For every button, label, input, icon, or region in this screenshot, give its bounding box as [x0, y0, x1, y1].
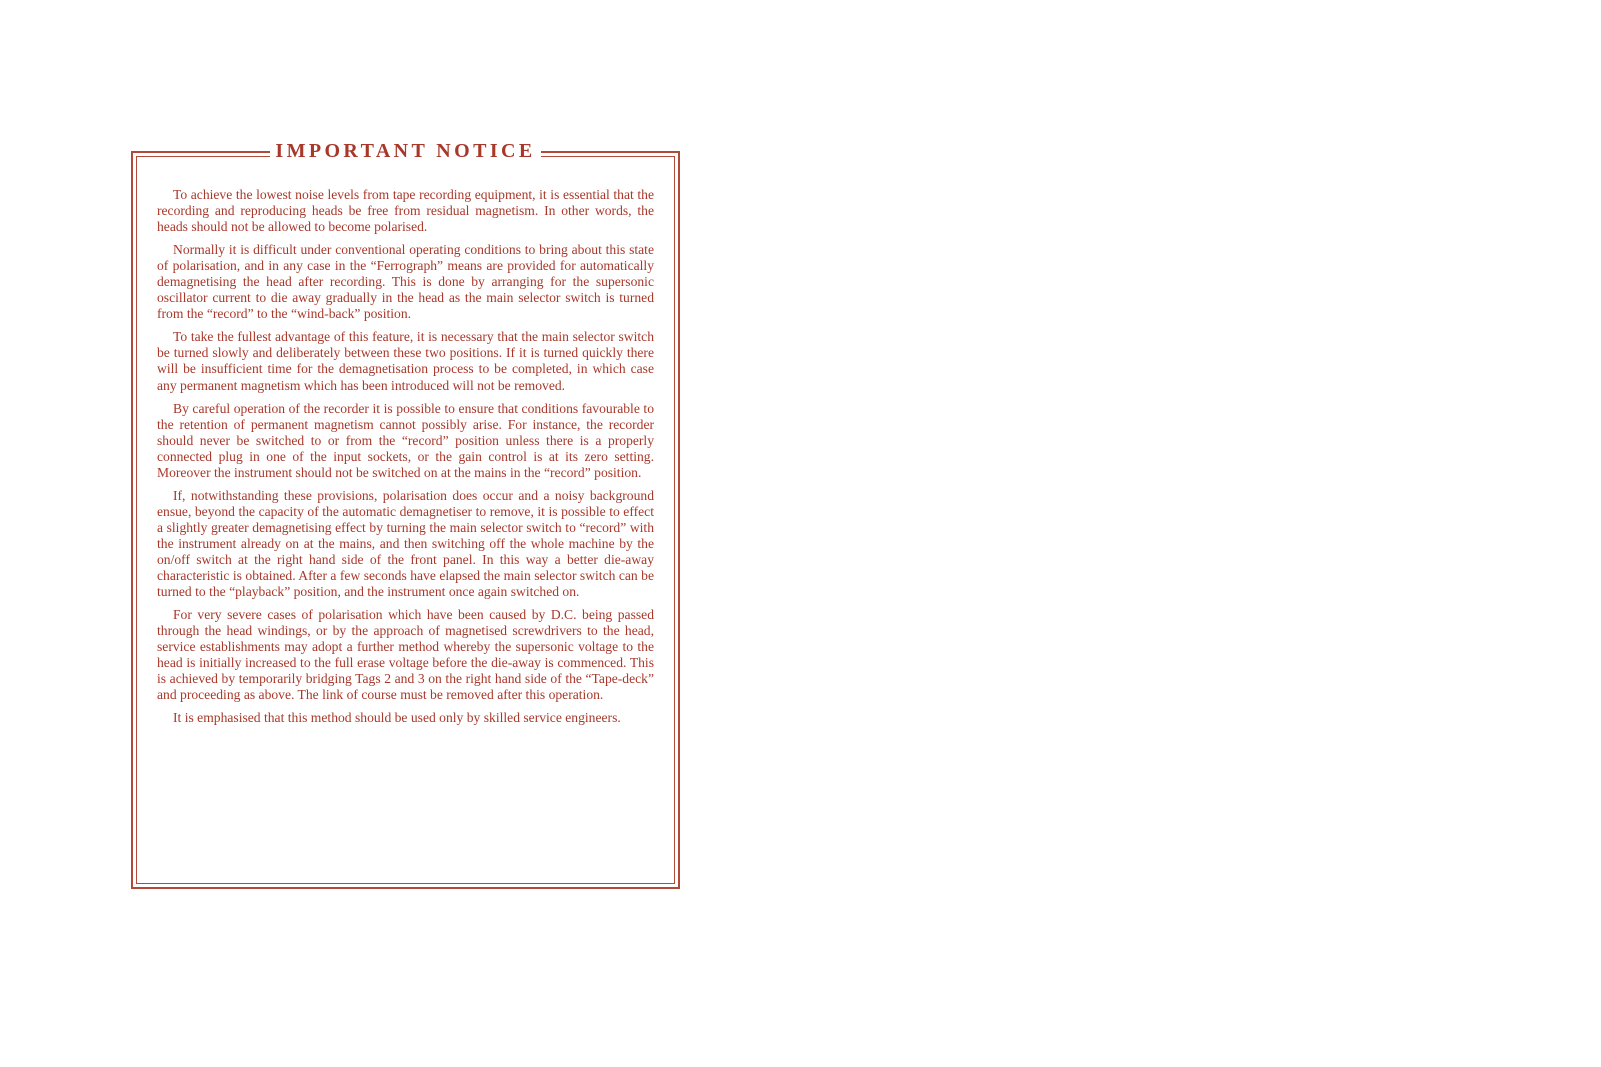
heading-wrap [133, 139, 678, 163]
paragraph-7: It is emphasised that this method should be used only by skilled service engineers. [173, 710, 621, 726]
notice-frame [131, 140, 680, 889]
paragraph-4: By careful operation of the recorder it is possible to ensure that conditions favourable to the retention of permanent magnetism cannot possibly arise. For instance, the recorder should never be switched to or from the “record” position unless there is a properly connected plug in one of the input sockets, or the gain control is at its zero setting. Moreover the instrument should not be switched on at the mains in the “record” position. [157, 400, 654, 480]
paragraph-2: Normally it is difficult under conventional operating conditions to bring about this state of polarisation, and in any case in the “Ferrograph” means are provided for automatically demagnetising the head after recording. This is done by arranging for the supersonic oscillator current to die away gradually in the head as the main selector switch is turned from the “record” to the “wind-back” position. [157, 242, 654, 322]
paragraph-5: If, notwithstanding these provisions, polarisation does occur and a noisy background ensue, beyond the capacity of the automatic demagnetiser to remove, it is possible to effect a slightly greater demagnetising effect by turning the main selector switch to “record” with the instrument already on at the mains, and then switching off the whole machine by the on/off switch at the right hand side of the front panel. In this way a better die-away characteristic is obtained. After a few seconds have elapsed the main selector switch can be turned to the “playback” position, and the instrument once again switched on. [157, 487, 654, 600]
notice-heading: IMPORTANT NOTICE [270, 139, 540, 163]
notice-body [157, 187, 654, 733]
paragraph-3: To take the fullest advantage of this feature, it is necessary that the main selector switch be turned slowly and deliberately between these two positions. If it is turned quickly there will be insufficient time for the demagnetisation process to be completed, in which case any permanent magnetism which has been introduced will not be removed. [157, 329, 654, 393]
paragraph-1: To achieve the lowest noise levels from tape recording equipment, it is essential that the recording and reproducing heads be free from residual magnetism. In other words, the heads should not be allowed to become polarised. [157, 187, 654, 235]
paragraph-6: For very severe cases of polarisation which have been caused by D.C. being passed through the head windings, or by the approach of magnetised screwdrivers to the head, service establishments may adopt a further method whereby the supersonic voltage to the head is initially increased to the full erase voltage before the die-away is commenced. This is achieved by temporarily bridging Tags 2 and 3 on the right hand side of the “Tape-deck” and proceeding as above. The link of course must be removed after this operation. [157, 607, 654, 703]
